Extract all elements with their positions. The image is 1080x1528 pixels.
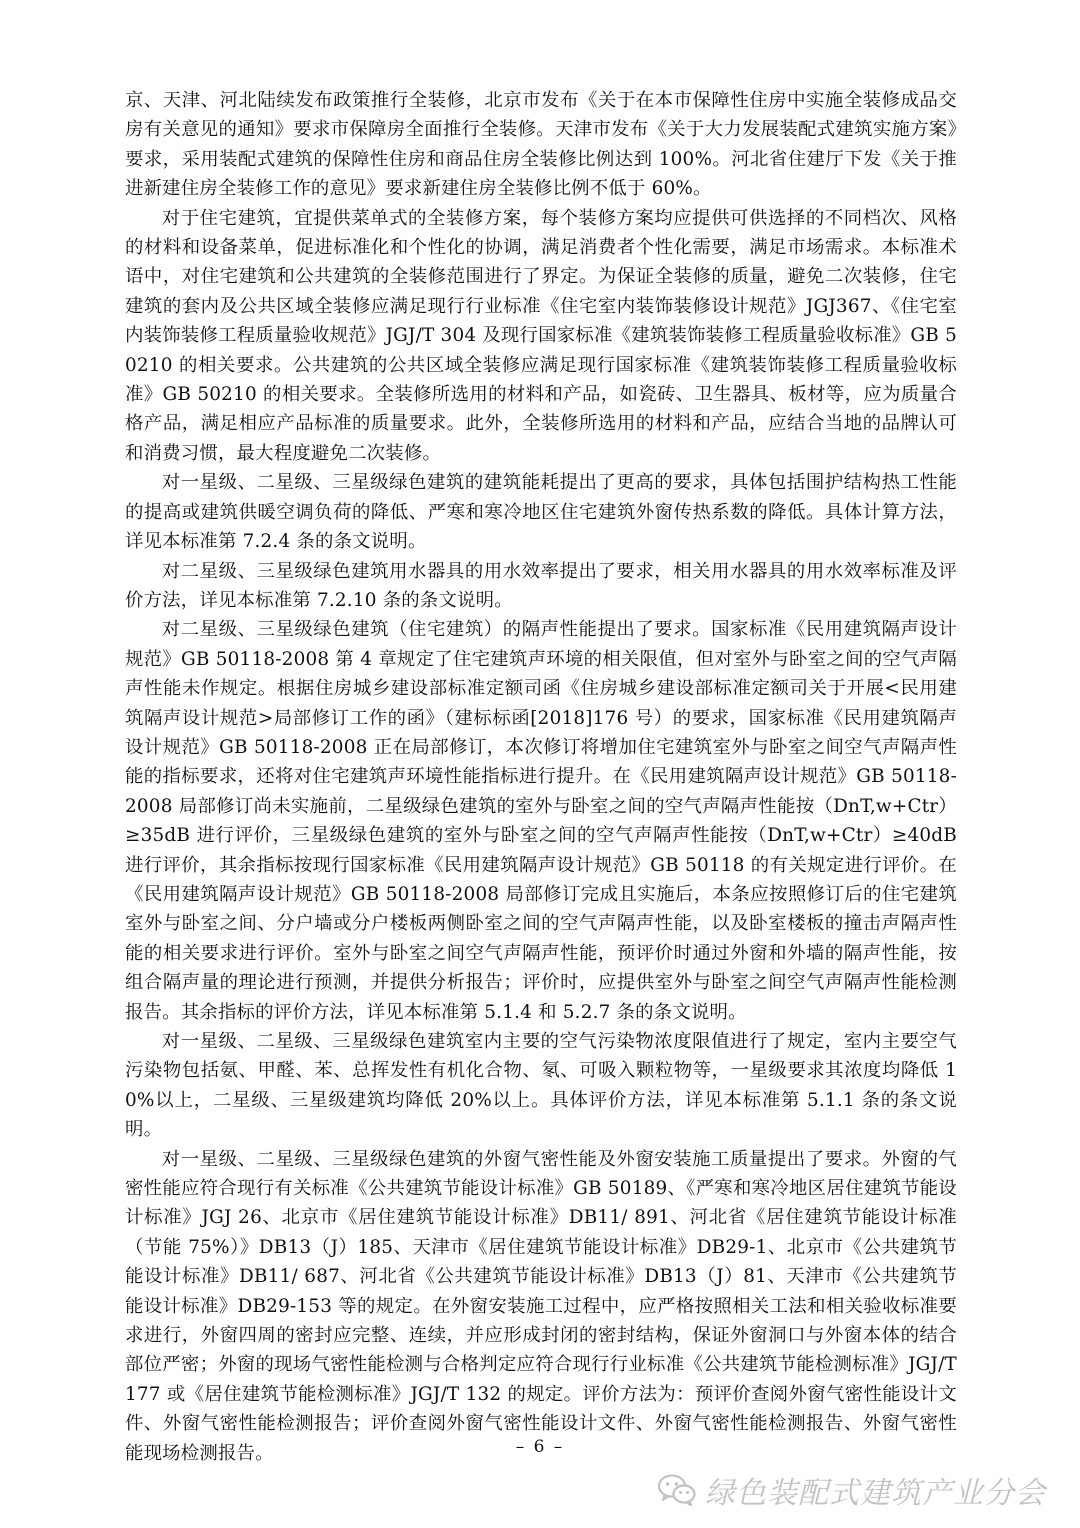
watermark-text: 绿色装配式建筑产业分会 bbox=[705, 1476, 1046, 1511]
paragraph-continuation: 京、天津、河北陆续发布政策推行全装修，北京市发布《关于在本市保障性住房中实施全装修成品交房有关意见的通知》要求市保障房全面推行全装修。天津市发布《关于大力发展装配式建筑实施方案》要求，采用装配式建筑的保障性住房和商品住房全装修比例达到 100%。河北省住建厅下发《关于推进新建住房全装修工作的意见》要求新建住房全装修比例不低于 60%。 bbox=[125, 90, 957, 200]
paragraph-energy-consumption: 对一星级、二星级、三星级绿色建筑的建筑能耗提出了更高的要求，具体包括围护结构热工性能的提高或建筑供暖空调负荷的降低、严寒和寒冷地区住宅建筑外窗传热系数的降低。具体计算方法，详见本标准第 7.2.4 条的条文说明。 bbox=[125, 472, 957, 553]
paragraph-sound-insulation: 对二星级、三星级绿色建筑（住宅建筑）的隔声性能提出了要求。国家标准《民用建筑隔声设计规范》GB 50118-2008 第 4 章规定了住宅建筑声环境的相关限值，但对室外与卧室之间的空气声隔声性能未作规定。根据住房城乡建设部标准定额司函《住房城乡建设部标准定额司关于开展<民用建筑隔声设计规范>局部修订工作的函》（建标标函[2018]176 号）的要求，国家标准《民用建筑隔声设计规范》GB 50118-2008 正在局部修订，本次修订将增加住宅建筑室外与卧室之间空气声隔声性能的指标要求，还将对住宅建筑声环境性能指标进行提升。在《民用建筑隔声设计规范》GB 50118-2008 局部修订尚未实施前，二星级绿色建筑的室外与卧室之间的空气声隔声性能按（DnT,w+Ctr）≥35dB 进行评价，三星级绿色建筑的室外与卧室之间的空气声隔声性能按（DnT,w+Ctr）≥40dB 进行评价，其余指标按现行国家标准《民用建筑隔声设计规范》GB 50118 的有关规定进行评价。在《民用建筑隔声设计规范》GB 50118-2008 局部修订完成且实施后，本条应按照修订后的住宅建筑室外与卧室之间、分户墙或分户楼板两侧卧室之间的空气声隔声性能，以及卧室楼板的撞击声隔声性能的相关要求进行评价。室外与卧室之间空气声隔声性能，预评价时通过外窗和外墙的隔声性能，按组合隔声量的理论进行预测，并提供分析报告；评价时，应提供室外与卧室之间空气声隔声性能检测报告。其余指标的评价方法，详见本标准第 5.1.4 和 5.2.7 条的条文说明。 bbox=[125, 619, 957, 1023]
paragraph-full-decoration: 对于住宅建筑，宜提供菜单式的全装修方案，每个装修方案均应提供可供选择的不同档次、风格的材料和设备菜单，促进标准化和个性化的协调，满足消费者个性化需要，满足市场需求。本标准术语中，对住宅建筑和公共建筑的全装修范围进行了界定。为保证全装修的质量，避免二次装修，住宅建筑的套内及公共区域全装修应满足现行行业标准《住宅室内装饰装修设计规范》JGJ367、《住宅室内装饰装修工程质量验收规范》JGJ/T 304 及现行国家标准《建筑装饰装修工程质量验收标准》GB 50210 的相关要求。公共建筑的公共区域全装修应满足现行国家标准《建筑装饰装修工程质量验收标准》GB 50210 的相关要求。全装修所选用的材料和产品，如瓷砖、卫生器具、板材等，应为质量合格产品，满足相应产品标准的质量要求。此外，全装修所选用的材料和产品，应结合当地的品牌认可和消费习惯，最大程度避免二次装修。 bbox=[125, 207, 957, 464]
wechat-icon bbox=[657, 1473, 697, 1507]
paragraph-air-pollutants: 对一星级、二星级、三星级绿色建筑室内主要的空气污染物浓度限值进行了规定，室内主要空气污染物包括氨、甲醛、苯、总挥发性有机化合物、氡、可吸入颗粒物等，一星级要求其浓度均降低 10%以上，二星级、三星级建筑均降低 20%以上。具体评价方法，详见本标准第 5.1.1 条的条文说明。 bbox=[125, 1031, 957, 1141]
paragraph-water-efficiency: 对二星级、三星级绿色建筑用水器具的用水效率提出了要求，相关用水器具的用水效率标准及评价方法，详见本标准第 7.2.10 条的条文说明。 bbox=[125, 560, 957, 611]
watermark bbox=[657, 1468, 1046, 1512]
paragraph-window-airtightness: 对一星级、二星级、三星级绿色建筑的外窗气密性能及外窗安装施工质量提出了要求。外窗的气密性能应符合现行有关标准《公共建筑节能设计标准》GB 50189、《严寒和寒冷地区居住建筑节能设计标准》JGJ 26、北京市《居住建筑节能设计标准》DB11/ 891、河北省《居住建筑节能设计标准（节能 75%）》DB13（J）185、天津市《居住建筑节能设计标准》DB29-1、北京市《公共建筑节能设计标准》DB11/ 687、河北省《公共建筑节能设计标准》DB13（J）81、天津市《公共建筑节能设计标准》DB29-153 等的规定。在外窗安装施工过程中，应严格按照相关工法和相关验收标准要求进行，外窗四周的密封应完整、连续，并应形成封闭的密封结构，保证外窗洞口与外窗本体的结合部位严密；外窗的现场气密性能检测与合格判定应符合现行行业标准《公共建筑节能检测标准》JGJ/T 177 或《居住建筑节能检测标准》JGJ/T 132 的规定。评价方法为：预评价查阅外窗气密性能设计文件、外窗气密性能检测报告；评价查阅外窗气密性能设计文件、外窗气密性能检测报告、外窗气密性能现场检测报告。 bbox=[125, 1148, 957, 1464]
document-body bbox=[125, 86, 957, 1468]
page-number: – 6 – bbox=[515, 1437, 565, 1457]
